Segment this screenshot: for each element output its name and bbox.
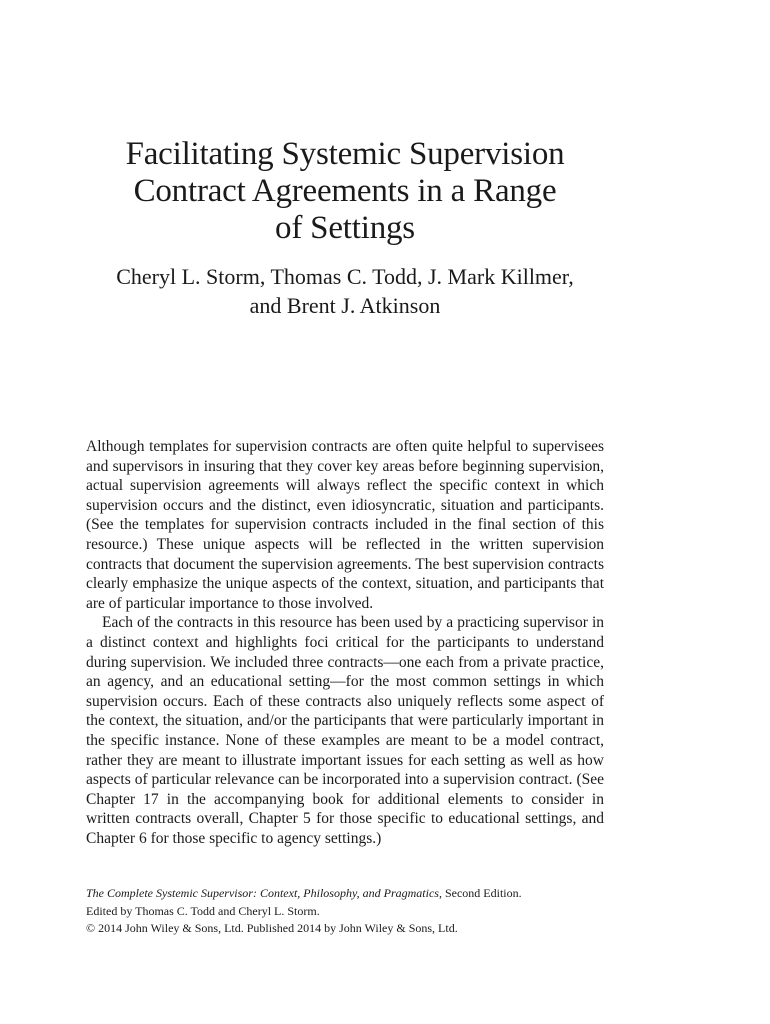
footer-editors: Edited by Thomas C. Todd and Cheryl L. Storm.: [86, 903, 320, 918]
footer-book-line: [86, 885, 646, 903]
authors-line-1: Cheryl L. Storm, Thomas C. Todd, J. Mark Killmer,: [116, 264, 574, 289]
chapter-title-line-2: Contract Agreements in a Range: [133, 173, 557, 209]
chapter-title: [60, 136, 630, 247]
authors-line-2: and Brent J. Atkinson: [249, 293, 441, 318]
chapter-authors: [60, 262, 630, 320]
footer-edition: , Second Edition.: [438, 886, 522, 900]
body-paragraph-1: Although templates for supervision contracts are often quite helpful to supervisees and supervisors in insuring that they cover key areas before beginning supervision, actual supervision agreements will always reflect the specific context in which supervision occurs and the distinct, even idiosyncratic, situation and participants. (See the templates for supervision contracts included in the final section of this resource.) These unique aspects will be reflected in the written supervision contracts that document the supervision agreements. The best supervision contracts clearly emphasize the unique aspects of the context, situation, and participants that are of particular importance to those involved.: [86, 438, 604, 612]
body-paragraph-2: Each of the contracts in this resource has been used by a practicing supervisor in a distinct context and highlights foci critical for the participants to understand during supervision. We included three contracts—one each from a private practice, an agency, and an educational setting—for the most common settings in which supervision occurs. Each of these contracts also uniquely reflects some aspect of the context, the situation, and/or the participants that were particularly important in the specific instance. None of these examples are meant to be a model contract, rather they are meant to illustrate important issues for each setting as well as how aspects of particular relevance can be incorporated into a supervision contract. (See Chapter 17 in the accompanying book for additional elements to consider in written contracts overall, Chapter 5 for those specific to educational settings, and Chapter 6 for those specific to agency settings.): [86, 614, 604, 847]
chapter-title-line-3: of Settings: [275, 210, 415, 246]
footer-copyright: © 2014 John Wiley & Sons, Ltd. Published 2014 by John Wiley & Sons, Ltd.: [86, 921, 458, 935]
copyright-footer: [86, 885, 646, 938]
footer-book-title: The Complete Systemic Supervisor: Context, Philosophy, and Pragmatics: [86, 886, 439, 900]
chapter-title-line-1: Facilitating Systemic Supervision: [125, 136, 565, 172]
body-text: [86, 437, 604, 848]
